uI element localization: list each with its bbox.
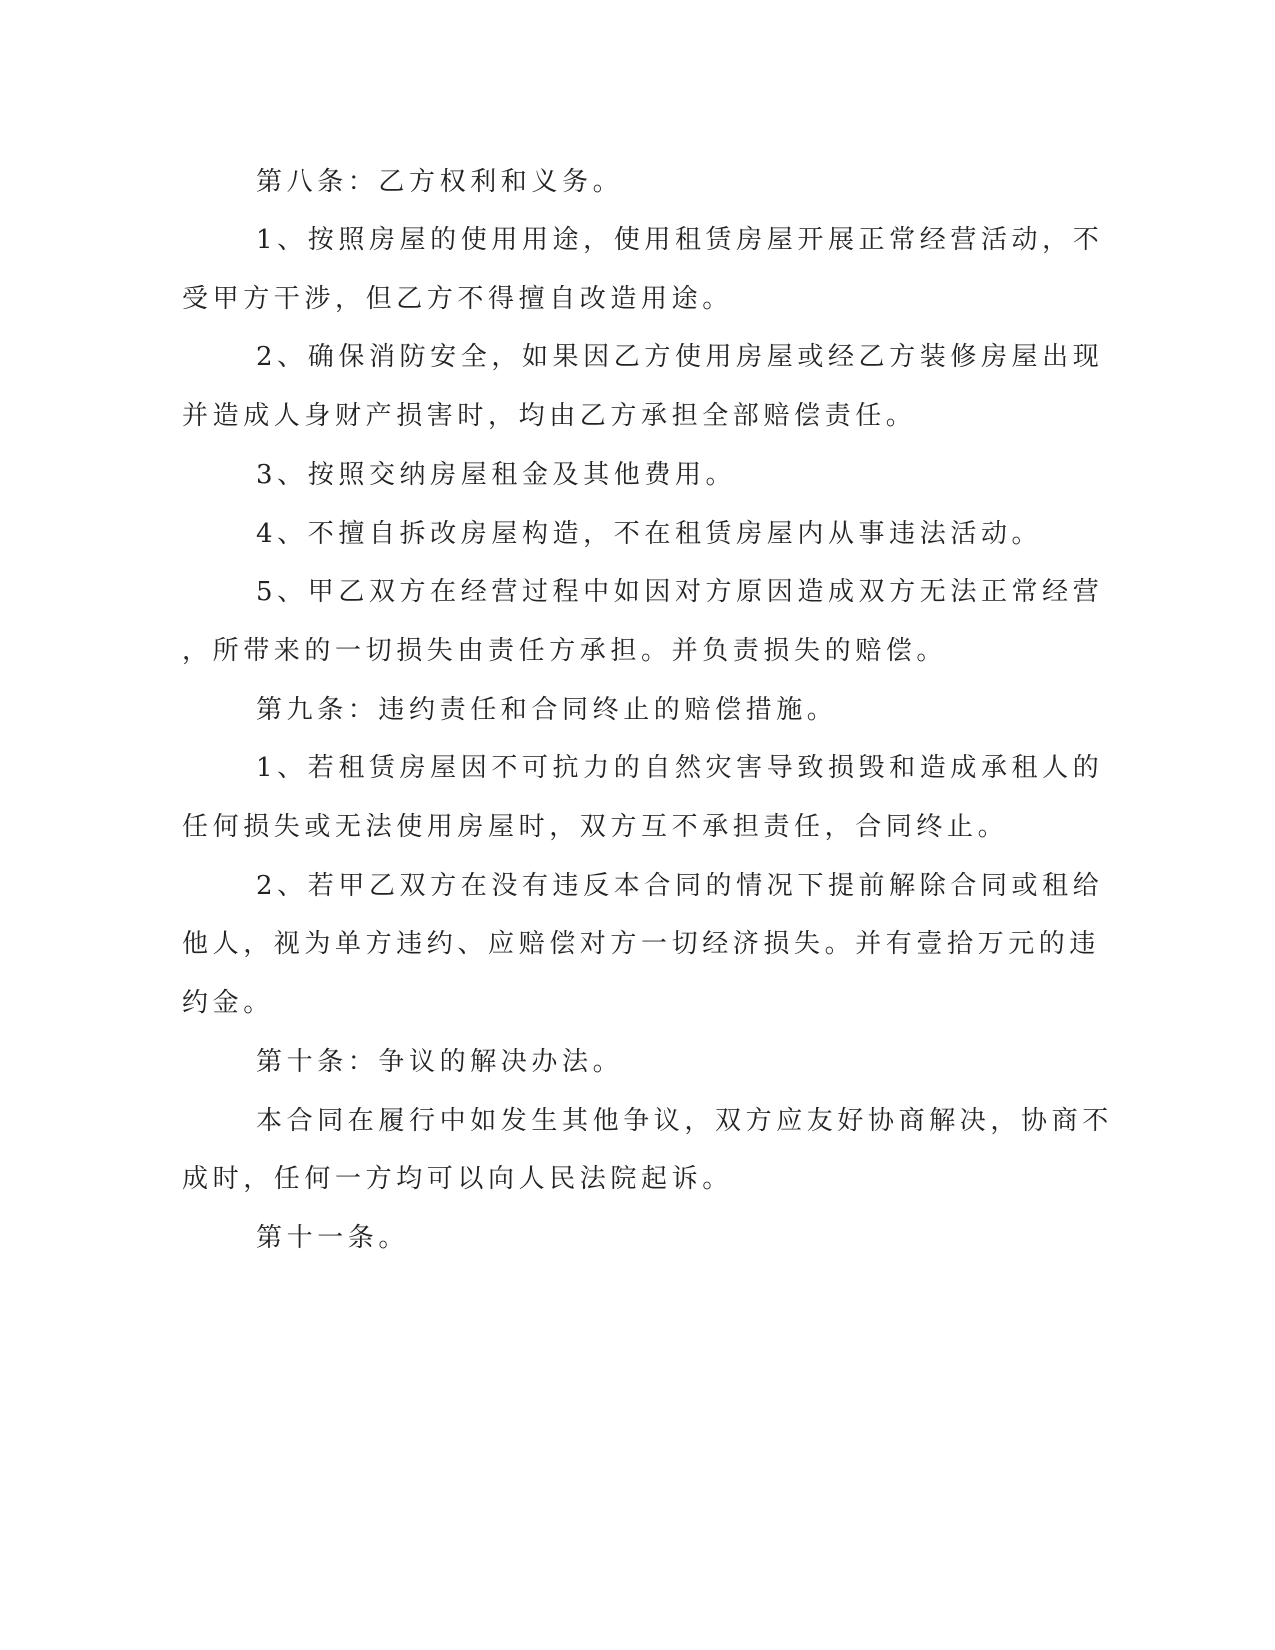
- article-9-item-1-line-2: 任何损失或无法使用房屋时，双方互不承担责任，合同终止。: [182, 812, 1009, 842]
- article-8-item-3: 3、按照交纳房屋租金及其他费用。: [256, 460, 737, 490]
- article-9-item-1-line-1: 1、若租赁房屋因不可抗力的自然灾害导致损毁和造成承租人的: [256, 753, 1104, 783]
- article-8-item-1-line-2: 受甲方干涉，但乙方不得擅自改造用途。: [182, 284, 733, 314]
- article-9-heading: 第九条：违约责任和合同终止的赔偿措施。: [256, 695, 838, 725]
- article-8-item-2-line-1: 2、确保消防安全，如果因乙方使用房屋或经乙方装修房屋出现: [256, 342, 1104, 372]
- article-9-item-2-line-2: 他人，视为单方违约、应赔偿对方一切经济损失。并有壹拾万元的违: [182, 929, 1101, 959]
- article-10-body-line-1: 本合同在履行中如发生其他争议，双方应友好协商解决，协商不: [256, 1106, 1113, 1136]
- article-10-body-line-2: 成时，任何一方均可以向人民法院起诉。: [182, 1164, 733, 1194]
- article-8-item-1-line-1: 1、按照房屋的使用用途，使用租赁房屋开展正常经营活动，不: [256, 225, 1104, 255]
- article-8-heading: 第八条：乙方权利和义务。: [256, 167, 624, 197]
- article-8-item-4: 4、不擅自拆改房屋构造，不在租赁房屋内从事违法活动。: [256, 519, 1043, 549]
- article-8-item-5-line-1: 5、甲乙双方在经营过程中如因对方原因造成双方无法正常经营: [256, 577, 1104, 607]
- article-9-item-2-line-3: 约金。: [182, 988, 274, 1018]
- article-8-item-2-line-2: 并造成人身财产损害时，均由乙方承担全部赔偿责任。: [182, 401, 917, 431]
- article-10-heading: 第十条：争议的解决办法。: [256, 1047, 624, 1077]
- article-9-item-2-line-1: 2、若甲乙双方在没有违反本合同的情况下提前解除合同或租给: [256, 871, 1104, 901]
- article-8-item-5-line-2: ，所带来的一切损失由责任方承担。并负责损失的赔偿。: [182, 636, 948, 666]
- article-11-heading: 第十一条。: [256, 1223, 410, 1253]
